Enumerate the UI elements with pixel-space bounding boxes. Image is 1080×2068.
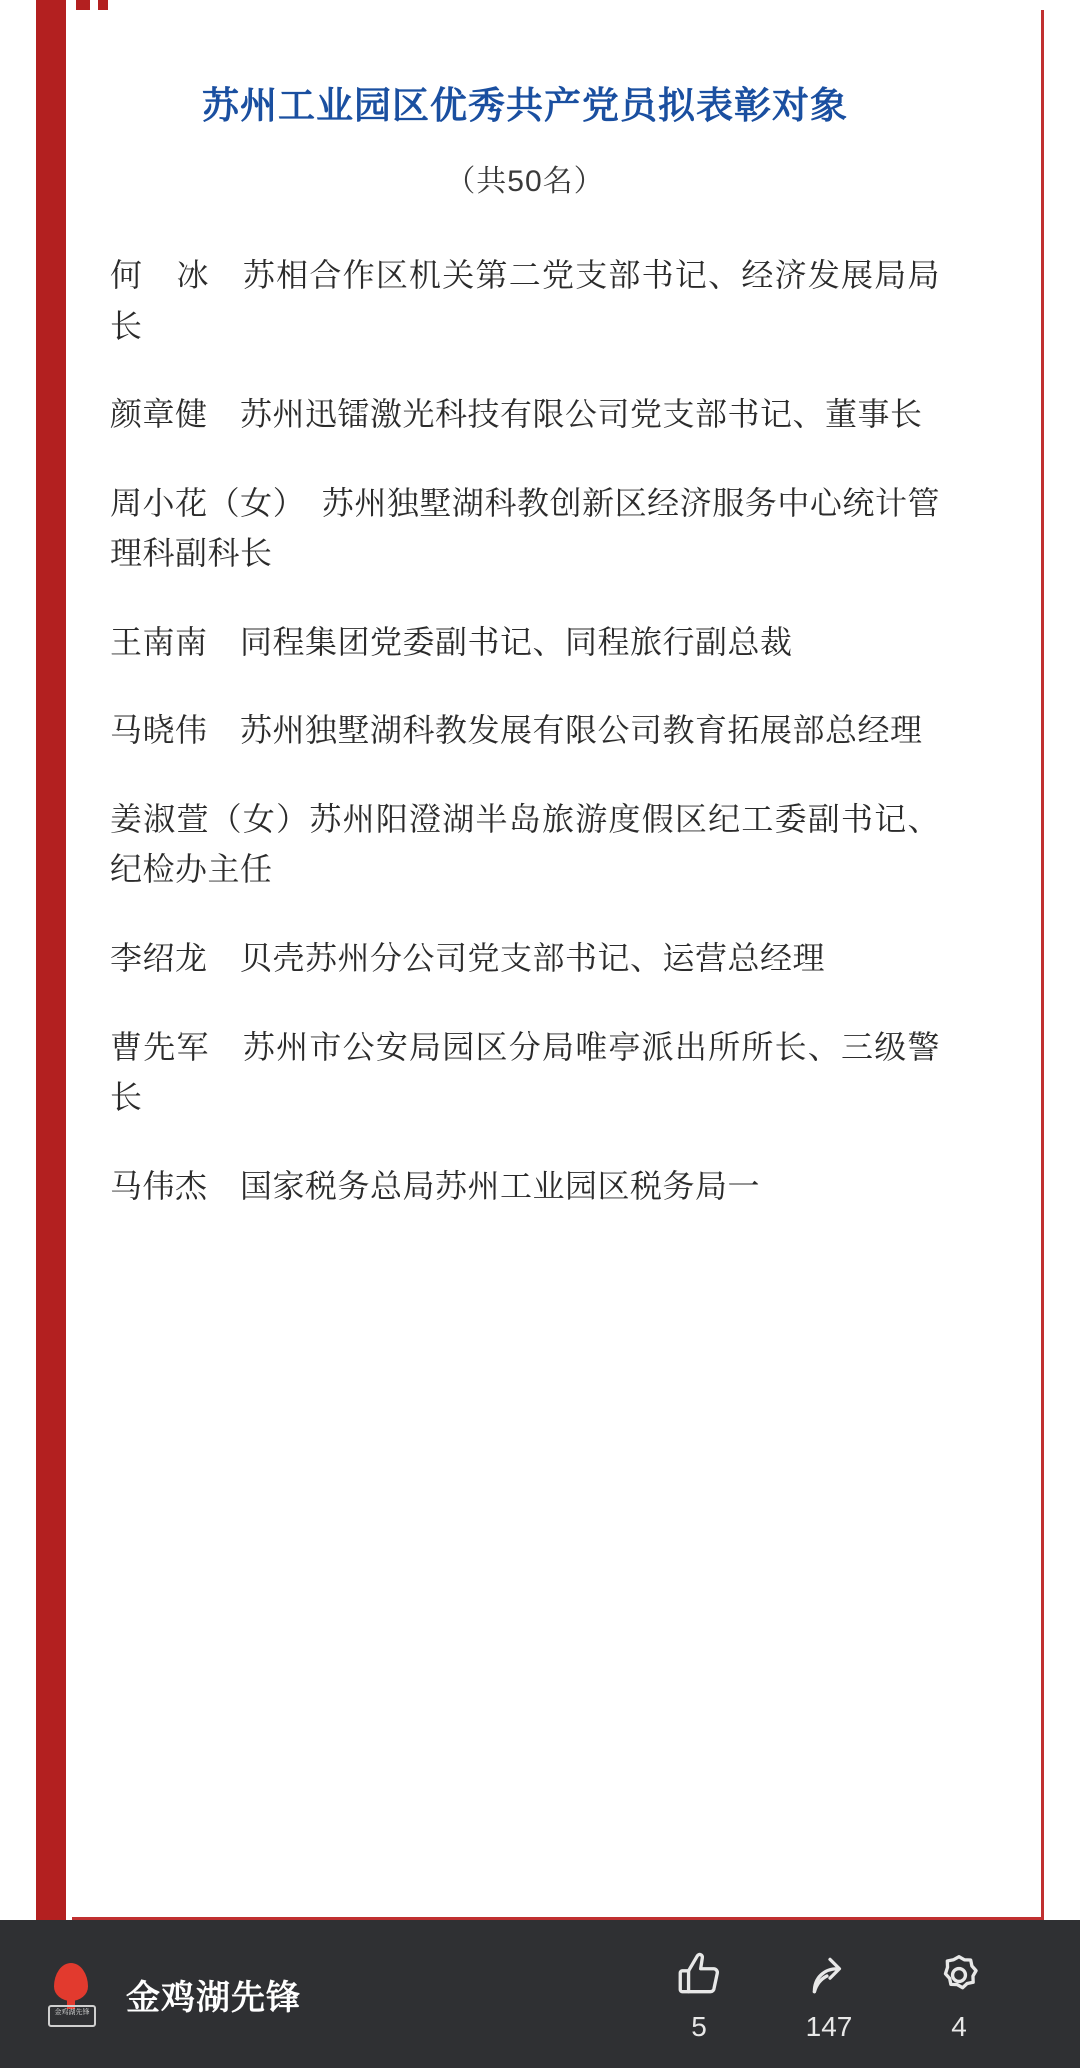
account-name: 金鸡湖先锋 [126, 1978, 301, 2017]
share-button[interactable] [764, 1945, 894, 2043]
flame-drop-shape [54, 1963, 88, 2001]
like-count: 5 [691, 2011, 707, 2042]
left-red-accent [36, 0, 66, 1920]
page-title: 苏州工业园区优秀共产党员拟表彰对象 [202, 85, 848, 126]
list-item: 马伟杰 国家税务总局苏州工业园区税务局一 [110, 1167, 761, 1204]
like-button[interactable] [634, 1945, 764, 2043]
account-info[interactable] [40, 1959, 301, 2029]
list-item: 李绍龙 贝壳苏州分公司党支部书记、运营总经理 [110, 940, 826, 977]
logo-caption-line-1: 金鸡湖先锋 [54, 2009, 90, 2016]
flower-like-button[interactable] [894, 1945, 1024, 2043]
flower-like-count: 4 [951, 2011, 967, 2042]
share-count: 147 [805, 2011, 853, 2042]
list-item: 姜淑萱（女）苏州阳澄湖半岛旅游度假区纪工委副书记、纪检办主任 [110, 800, 940, 888]
list-item: 颜章健 苏州迅镭激光科技有限公司党支部书记、董事长 [110, 396, 923, 433]
left-accent-gap [66, 0, 72, 1920]
thumbs-up-icon [634, 1945, 764, 2001]
list-item: 周小花（女） 苏州独墅湖科教创新区经济服务中心统计管理科副科长 [110, 484, 940, 572]
honoree-list [110, 250, 940, 1211]
list-item: 王南南 同程集团党委副书记、同程旅行副总裁 [110, 623, 793, 660]
account-avatar-icon [40, 1959, 104, 2029]
bottom-action-bar [0, 1920, 1080, 2068]
logo-base-plate [48, 2005, 96, 2027]
list-item: 曹先军 苏州市公安局园区分局唯亭派出所所长、三级警长 [110, 1028, 940, 1116]
flower-like-icon [894, 1945, 1024, 2001]
action-buttons [634, 1945, 1024, 2043]
list-item: 马晓伟 苏州独墅湖科教发展有限公司教育拓展部总经理 [110, 712, 923, 749]
document-content [110, 60, 940, 1249]
list-item: 何 冰 苏相合作区机关第二党支部书记、经济发展局局长 [110, 257, 940, 344]
share-arrow-icon [764, 1945, 894, 2001]
page-subtitle: （共50名） [445, 165, 605, 199]
